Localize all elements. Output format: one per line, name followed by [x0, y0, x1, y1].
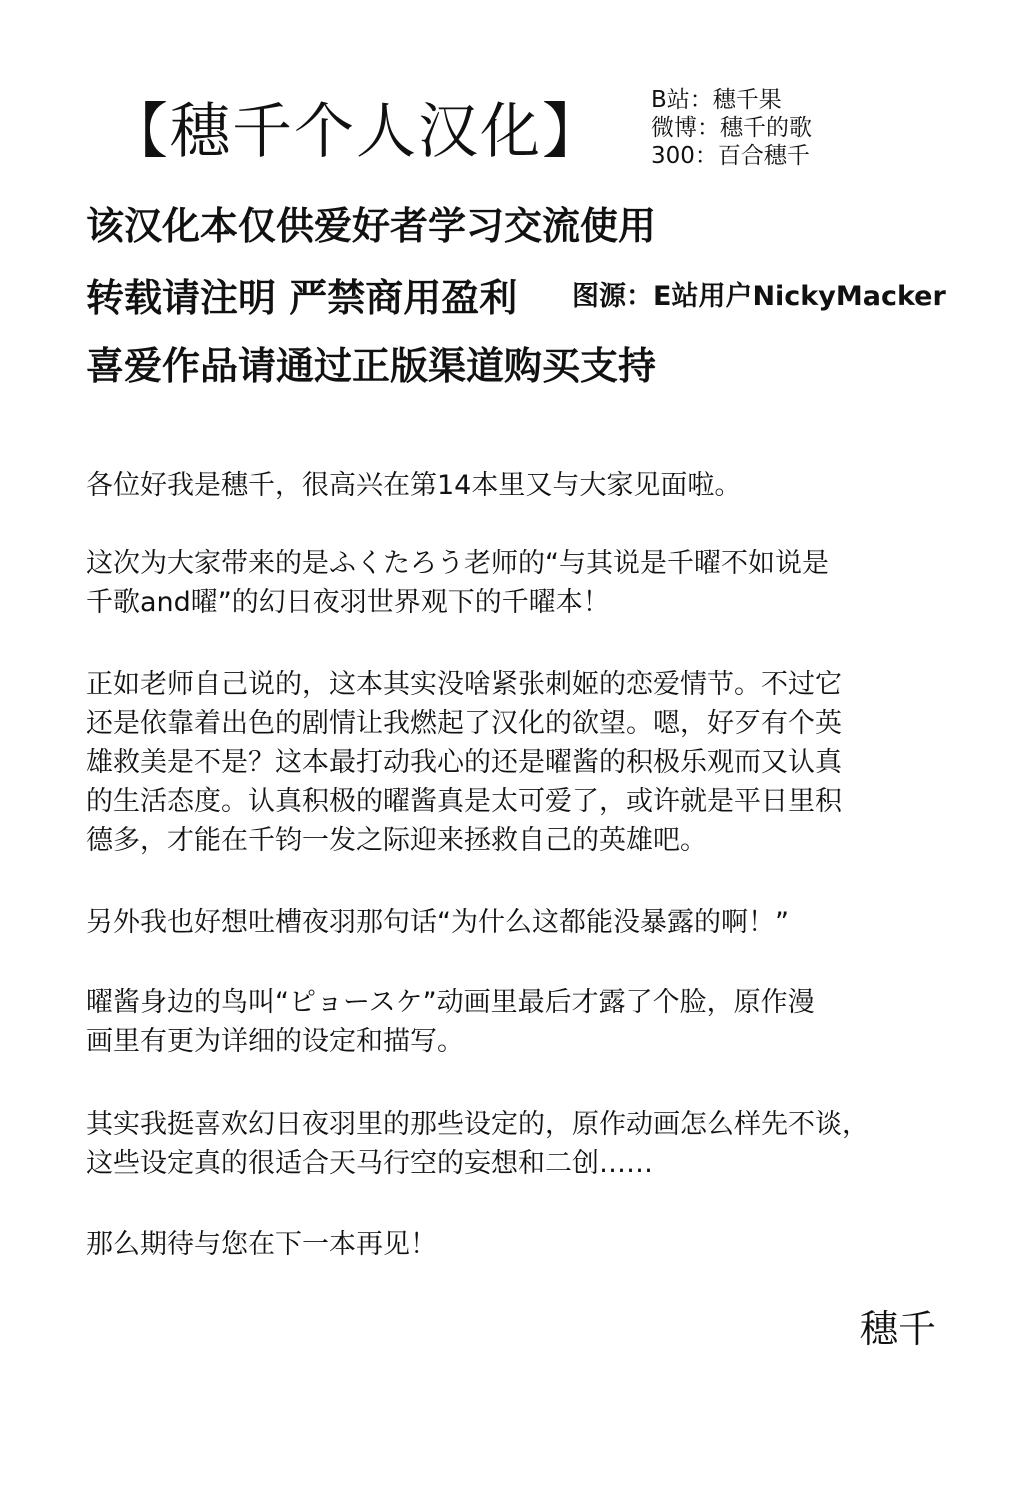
- paragraph-bird: [86, 983, 936, 1061]
- notice-line-repost: 转载请注明 严禁商用盈利: [86, 276, 518, 320]
- text-line: 曜酱身边的鸟叫“ピョースケ”动画里最后才露了个脸，原作漫: [86, 987, 815, 1018]
- text-line: 其实我挺喜欢幻日夜羽里的那些设定的，原作动画怎么样先不谈，: [86, 1109, 869, 1140]
- text-line: 德多，才能在千钧一发之际迎来拯救自己的英雄吧。: [86, 825, 707, 856]
- text-line: 另外我也好想吐槽夜羽那句话“为什么这都能没暴露的啊！”: [86, 907, 789, 938]
- paragraph-greeting: [86, 466, 936, 505]
- text-line: 正如老师自己说的，这本其实没啥紧张刺姬的恋爱情节。不过它: [86, 669, 842, 700]
- contact-weibo: 微博：穗千的歌: [651, 115, 812, 141]
- text-line: 各位好我是穗千，很高兴在第14本里又与大家见面啦。: [86, 470, 742, 501]
- text-line: 的生活态度。认真积极的曜酱真是太可爱了，或许就是平日里积: [86, 786, 842, 817]
- text-line: 这些设定真的很适合天马行空的妄想和二创……: [86, 1148, 653, 1179]
- signature: 穗千: [859, 1307, 936, 1351]
- paragraph-intro: [86, 544, 936, 622]
- paragraph-setting: [86, 1105, 936, 1183]
- notice-line-usage: 该汉化本仅供爱好者学习交流使用: [86, 204, 657, 248]
- text-line: 画里有更为详细的设定和描写。: [86, 1026, 464, 1057]
- text-line: 还是依靠着出色的剧情让我燃起了汉化的欲望。嗯，好歹有个英: [86, 708, 842, 739]
- paragraph-farewell: [86, 1225, 936, 1264]
- contact-300: 300：百合穗千: [651, 143, 810, 169]
- contact-info: [651, 86, 812, 170]
- contact-bilibili: B站：穗千果: [651, 87, 782, 113]
- paragraph-complaint: [86, 903, 936, 942]
- text-line: 那么期待与您在下一本再见！: [86, 1229, 437, 1260]
- paragraph-comment: [86, 665, 936, 860]
- notice-line-support: 喜爱作品请通过正版渠道购买支持: [86, 344, 657, 388]
- image-source: 图源：E站用户NickyMacker: [572, 281, 946, 312]
- text-line: 这次为大家带来的是ふくたろう老师的“与其说是千曜不如说是: [86, 548, 829, 579]
- page-title: 【穗千个人汉化】: [108, 97, 604, 167]
- text-line: 千歌and曜”的幻日夜羽世界观下的千曜本！: [86, 587, 610, 618]
- text-line: 雄救美是不是？这本最打动我心的还是曜酱的积极乐观而又认真: [86, 747, 842, 778]
